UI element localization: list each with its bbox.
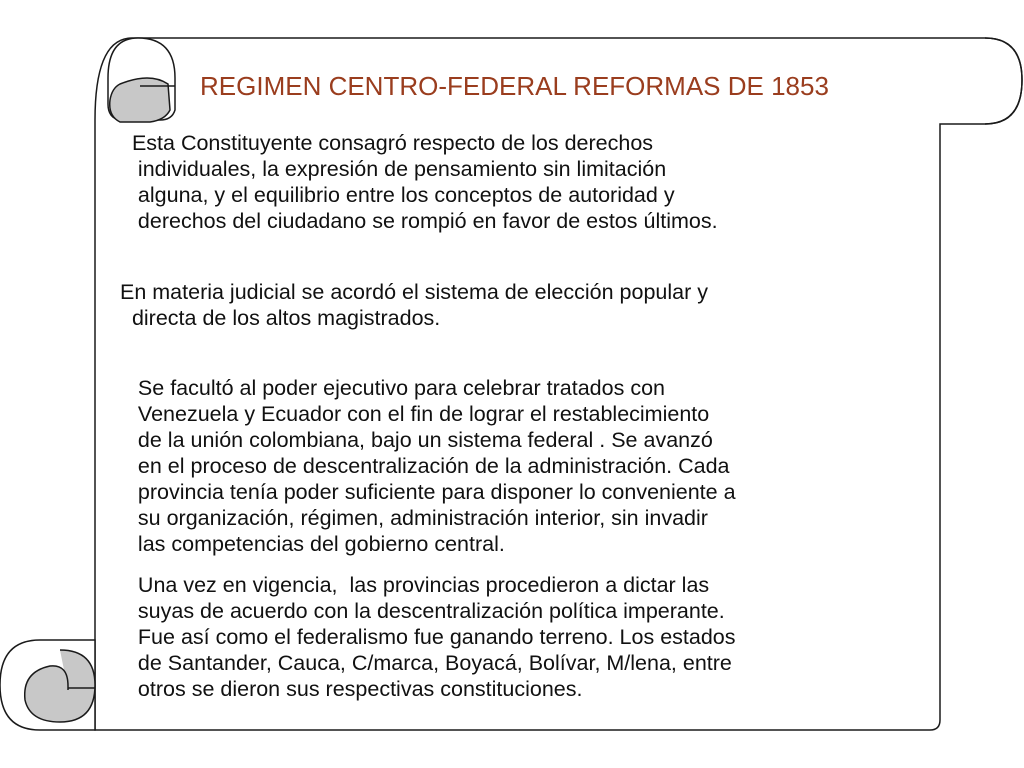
paragraph-poder-ejecutivo: Se facultó al poder ejecutivo para celebrar tratados con Venezuela y Ecuador con el fin de lograr el restablecimiento de la unión colombiana, bajo un sistema federal . Se avanzó en el proceso de descentralización de la administración. Cada provincia tenía poder suficiente para disponer lo conveniente a su organización, régimen, administración interior, sin invadir las competencias del gobierno central. — [137, 376, 736, 556]
paragraph-materia-judicial: En materia judicial se acordó el sistema de elección popular y directa de los altos magistrados. — [120, 280, 708, 330]
bottom-scroll-curl — [0, 640, 95, 730]
paragraph-derechos-individuales: Esta Constituyente consagró respecto de los derechos individuales, la expresión de pensamiento sin limitación alguna, y el equilibrio entre los conceptos de autoridad y derechos del ciudadano se rompió en favor de estos últimos. — [131, 131, 718, 233]
slide-title: REGIMEN CENTRO-FEDERAL REFORMAS DE 1853 — [200, 71, 829, 101]
paragraph-constituciones-provinciales: Una vez en vigencia, las provincias procedieron a dictar las suyas de acuerdo con la descentralización política imperante. Fue así como el federalismo fue ganando terreno. Los estados de Santander, Cauca, C/marca, Boyacá, Bolívar, M/lena, entre otros se dieron sus respectivas constituciones. — [137, 573, 736, 701]
top-scroll-curl — [108, 38, 175, 122]
